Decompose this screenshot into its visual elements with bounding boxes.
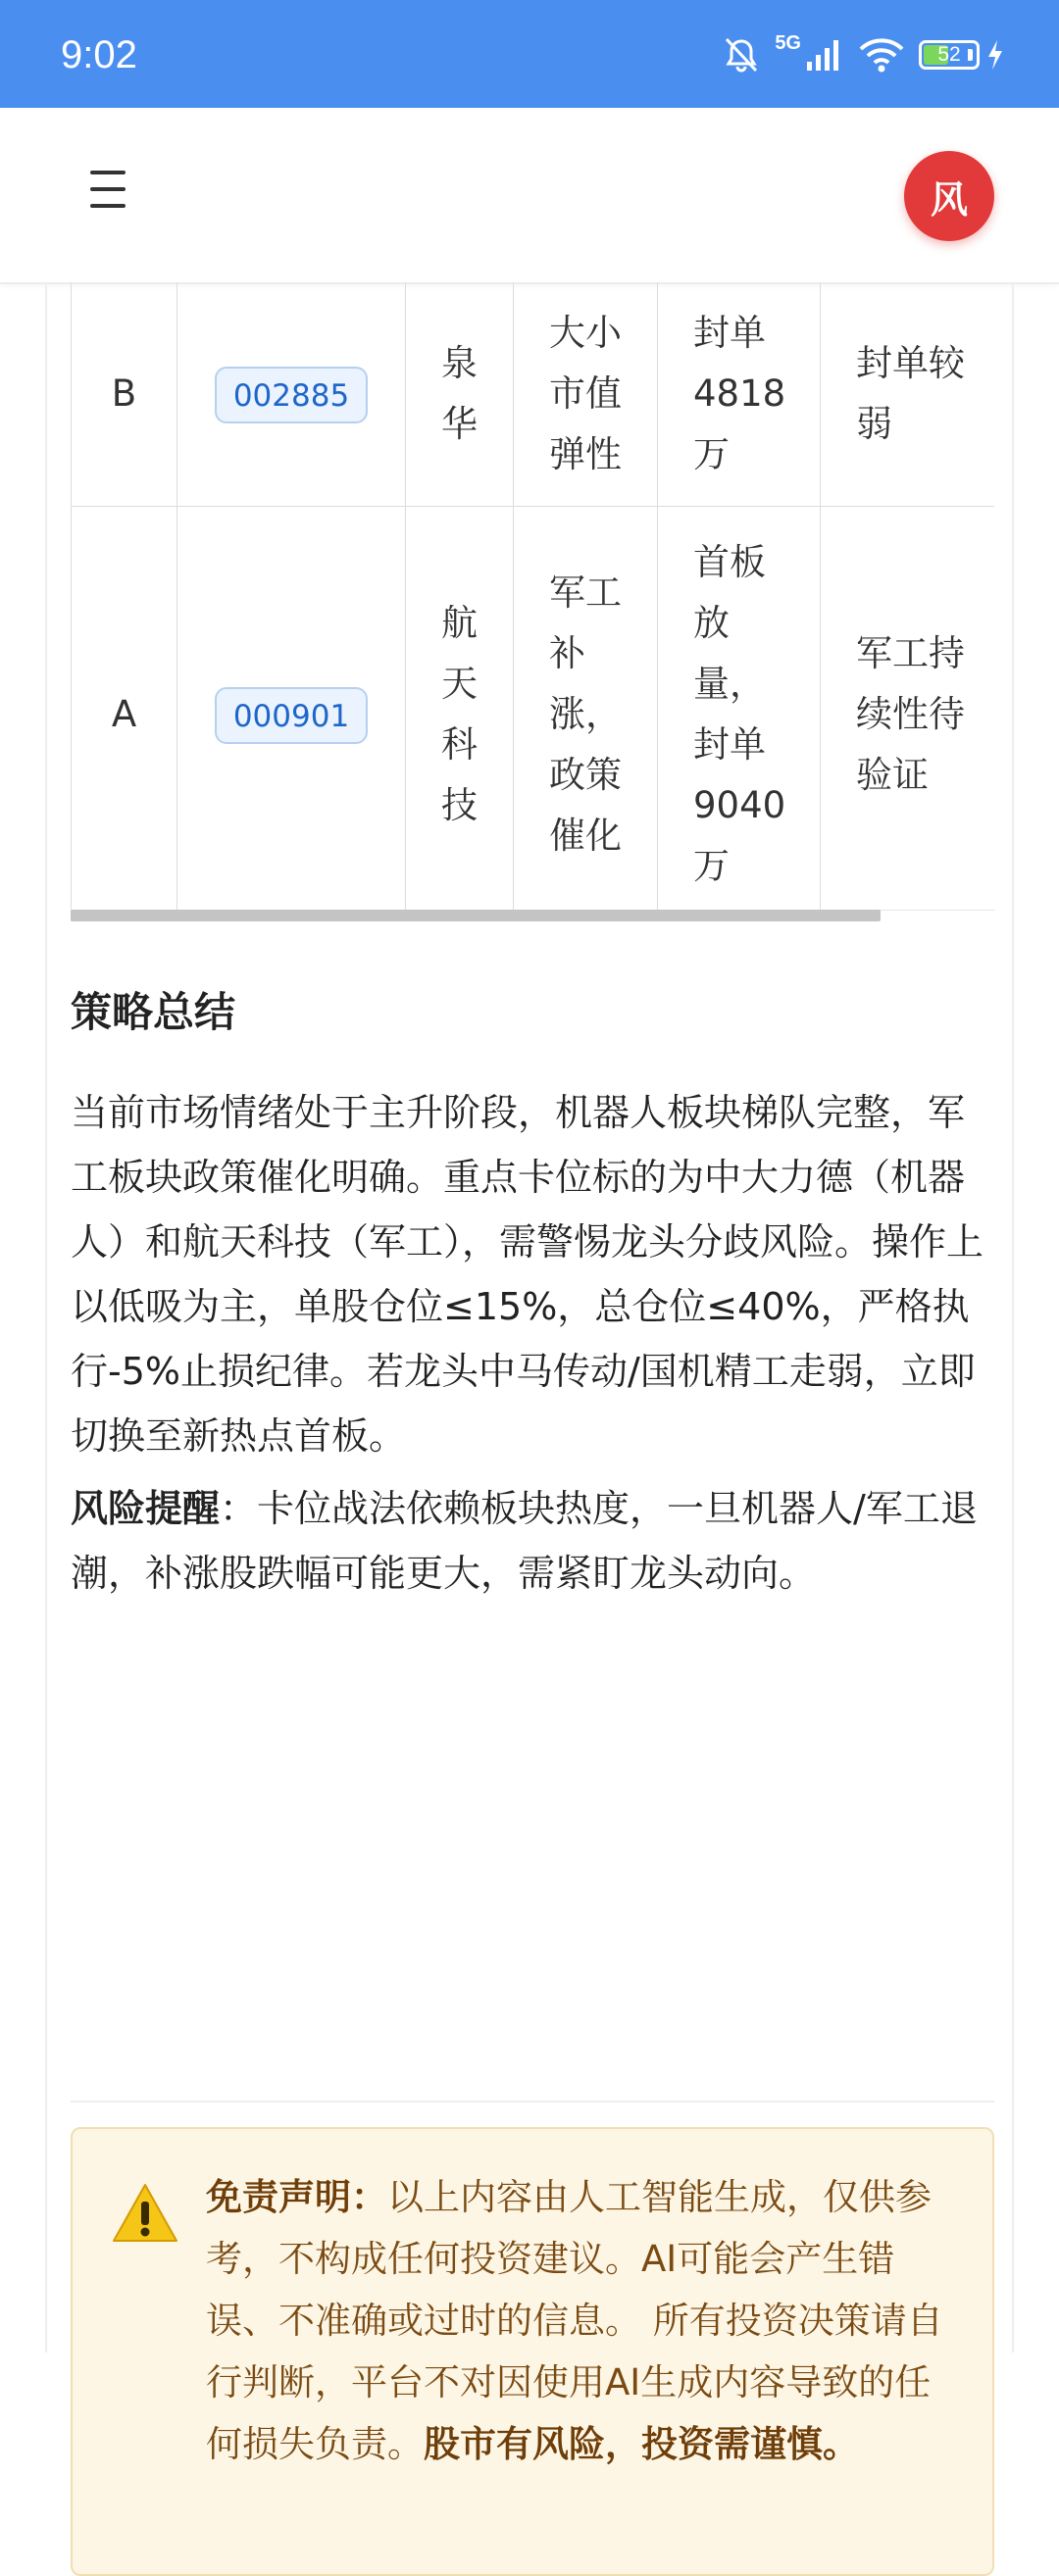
menu-line <box>90 187 126 191</box>
risk-cell <box>821 282 995 507</box>
signal-icon <box>805 38 844 72</box>
risk-cell-text: 军工持 续性待 验证 <box>856 632 965 796</box>
stock-code-tag[interactable]: 002885 <box>215 367 368 423</box>
grade-cell-text: A <box>111 693 137 735</box>
stock-code-cell <box>177 282 406 507</box>
stock-name-cell <box>406 507 514 922</box>
bell-muted-icon <box>722 35 761 74</box>
stock-table <box>71 282 994 921</box>
status-bar <box>0 0 1059 108</box>
battery-level: 52 <box>937 43 961 66</box>
stock-table-body <box>72 282 995 921</box>
disclaimer-box <box>71 2127 994 2576</box>
divider <box>71 2101 994 2103</box>
reason-cell <box>514 282 658 507</box>
battery-icon <box>919 40 980 70</box>
summary-title: 策略总结 <box>71 988 236 1036</box>
risk-note-text: ：卡位战法依赖板块热度，一旦机器人/军工退潮，补涨股跌幅可能更大，需紧盯龙头动向。 <box>71 1487 978 1595</box>
disclaimer-text <box>206 2166 963 2475</box>
signal-cell <box>658 507 821 922</box>
stock-table-scroll[interactable] <box>71 282 994 921</box>
disclaimer-emphasis: 股市有风险，投资需谨慎。 <box>424 2423 859 2465</box>
table-row <box>72 282 995 507</box>
disclaimer-body: 以上内容由人工智能生成，仅供参考，不构成任何投资建议。AI可能会产生错误、不准确或过时的信息。 所有投资决策请自行判断，平台不对因使用AI生成内容导致的任何损失负责。 <box>206 2176 943 2465</box>
risk-cell <box>821 507 995 922</box>
app-header <box>0 108 1059 284</box>
stock-name-cell-text: 航 天 科 技 <box>441 602 478 826</box>
disclaimer-label: 免责声明： <box>206 2176 387 2218</box>
signal-cell-text: 封单 4818 万 <box>693 312 786 475</box>
menu-line <box>90 204 126 208</box>
summary-body: 当前市场情绪处于主升阶段，机器人板块梯队完整，军工板块政策催化明确。重点卡位标的为中大力德（机器人）和航天科技（军工），需警惕龙头分歧风险。操作上以低吸为主，单股仓位≤15%，总仓位≤40%，严格执行-5%止损纪律。若龙头中马传动/国机精工走弱，立即切换至新热点首板。 <box>71 1091 984 1458</box>
risk-note <box>71 1476 994 1606</box>
reason-cell-text: 大小 市值 弹性 <box>549 312 622 475</box>
risk-note-label: 风险提醒 <box>71 1487 221 1530</box>
grade-cell <box>72 282 177 507</box>
content-card <box>45 282 1014 2465</box>
avatar[interactable]: 风 <box>904 151 994 241</box>
grade-cell-text: B <box>111 372 137 415</box>
stock-code-tag[interactable]: 000901 <box>215 687 368 744</box>
risk-cell-text: 封单较 弱 <box>856 342 965 445</box>
grade-cell <box>72 507 177 922</box>
stock-name-cell <box>406 282 514 507</box>
network-type: 5G <box>775 31 801 54</box>
menu-line <box>90 171 126 174</box>
signal-cell <box>658 282 821 507</box>
table-row <box>72 507 995 922</box>
warning-icon <box>112 2182 178 2245</box>
reason-cell-text: 军工 补 涨， 政策 催化 <box>549 571 622 857</box>
stock-name-cell-text: 泉 华 <box>441 342 478 445</box>
stock-code-cell <box>177 507 406 922</box>
status-icons <box>722 31 1004 74</box>
wifi-icon <box>858 37 905 73</box>
battery-group <box>919 40 973 70</box>
table-scrollbar-thumb[interactable] <box>71 910 881 921</box>
reason-cell <box>514 507 658 922</box>
status-time: 9:02 <box>61 33 137 76</box>
charging-icon <box>986 39 1004 71</box>
signal-cell-text: 首板 放 量， 封单 9040 万 <box>693 541 786 887</box>
hamburger-menu-icon[interactable] <box>84 171 139 218</box>
